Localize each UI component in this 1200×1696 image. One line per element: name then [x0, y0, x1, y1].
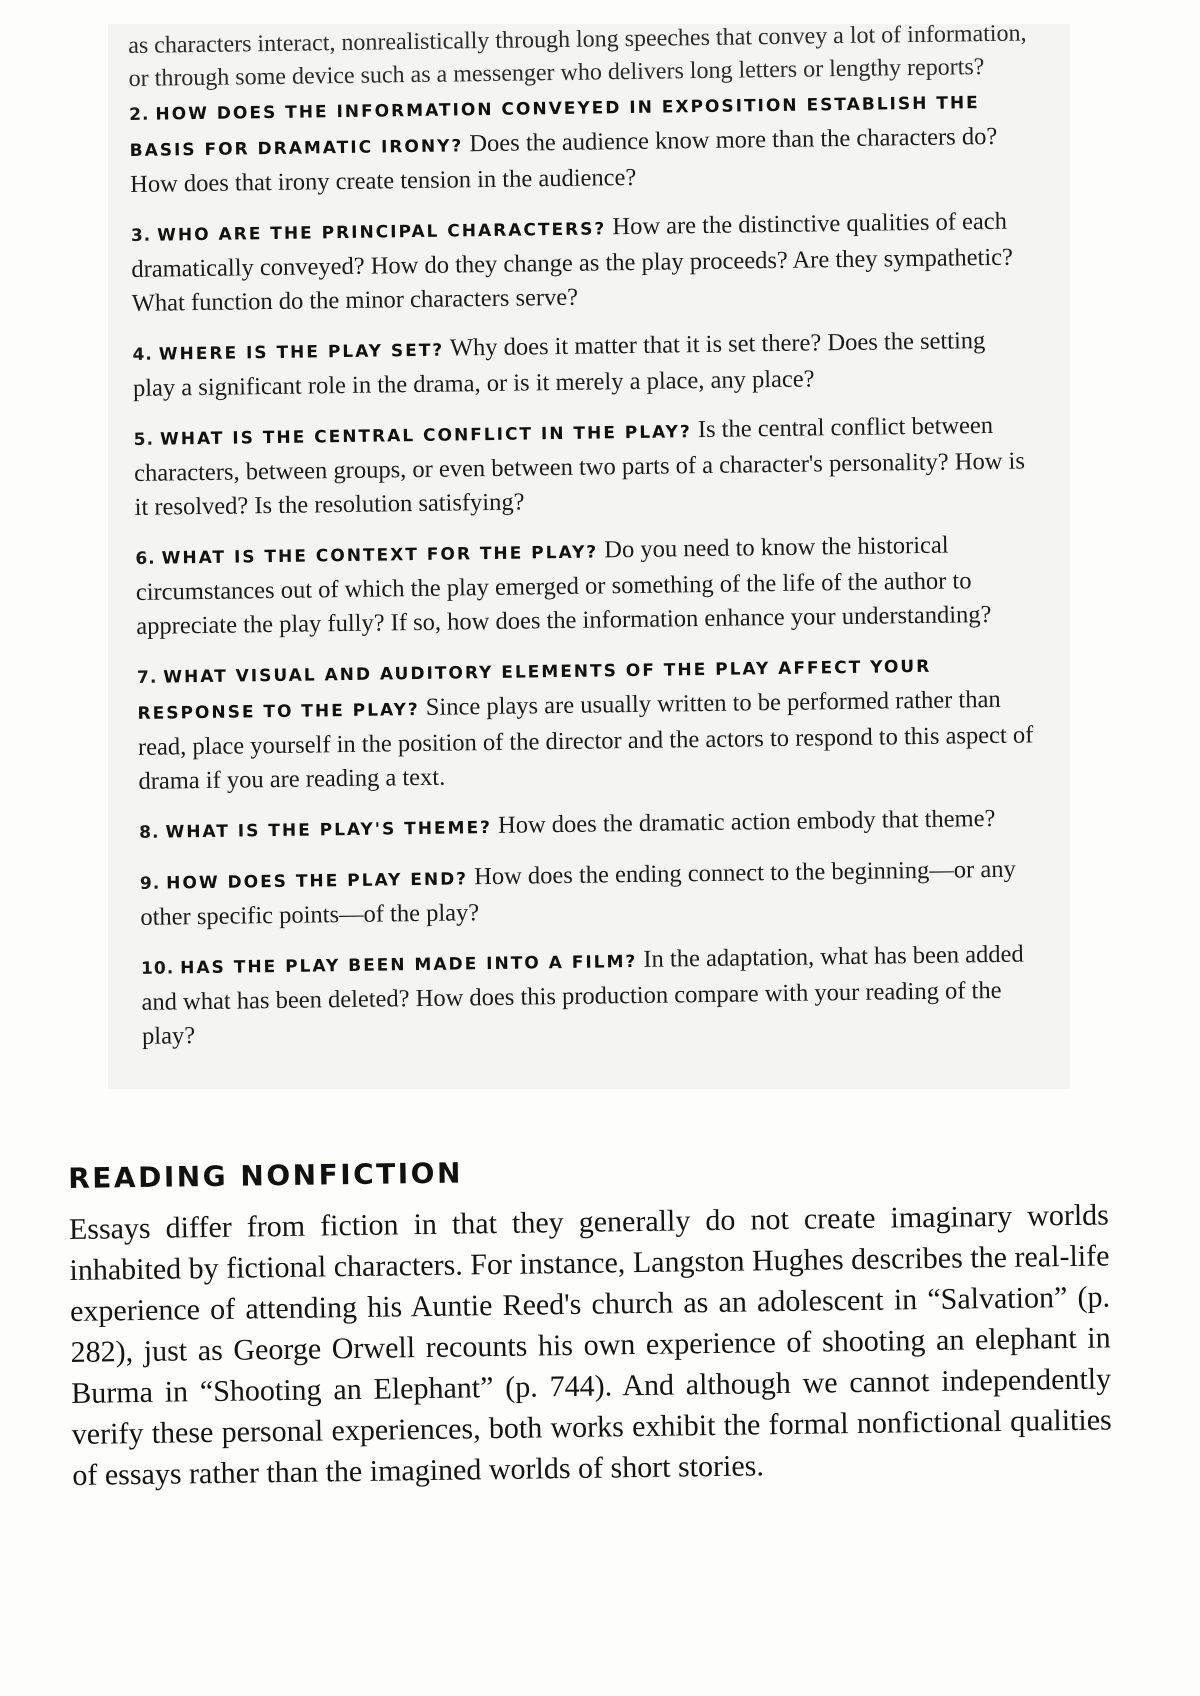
question-number: 9.	[139, 873, 161, 894]
question-heading: WHO ARE THE PRINCIPAL CHARACTERS?	[157, 219, 607, 246]
continued-text-body: as characters interact, nonrealistically through long speeches that convey a lot of information, or through some device such as a messenger who delivers long letters or lengthy reports?	[128, 20, 1027, 92]
question-item	[137, 646, 1039, 799]
question-list	[128, 17, 1042, 1068]
question-item	[131, 204, 1032, 321]
question-body: Since plays are usually written to be performed rather than read, place yourself in the position of the director and the actors to respond to this aspect of drama if you are reading a text.	[137, 685, 1034, 795]
question-number: 5.	[133, 429, 155, 450]
question-item	[141, 937, 1042, 1054]
question-body: How does the ending connect to the beginning—or any other specific points—of the play?	[140, 855, 1016, 931]
question-body: Do you need to know the historical circumstances out of which the play emerged or something of the life of the author to appreciate the play fully? If so, how does the information enhance your understanding?	[135, 531, 992, 640]
question-heading: HOW DOES THE INFORMATION CONVEYED IN EXPOSITION ESTABLISH THE BASIS FOR DRAMATIC IRONY?	[129, 93, 980, 161]
question-number: 6.	[135, 548, 156, 569]
section-paragraph: Essays differ from fiction in that they generally do not create imaginary worlds inhabited by fictional characters. For instance, Langston Hughes describes the real-life experience of attending his Auntie Reed's church as an adolescent in “Salvation” (p. 282), just as George Orwell recounts his own experience of shooting an elephant in Burma in “Shooting an Elephant” (p. 744). And although we cannot independently verify these personal experiences, both works exhibit the formal nonfictional qualities of essays rather than the imagined worlds of short stories.	[68, 1198, 1112, 1492]
question-item	[140, 852, 1041, 935]
question-heading: WHAT IS THE CENTRAL CONFLICT IN THE PLAY?	[159, 422, 692, 450]
question-number: 4.	[132, 344, 153, 365]
continued-text	[128, 17, 1029, 96]
question-heading: WHERE IS THE PLAY SET?	[158, 340, 445, 365]
question-body: In the adaptation, what has been added and what has been deleted? How does this production compare with your reading of the play?	[141, 940, 1024, 1050]
question-item	[132, 323, 1033, 406]
question-number: 8.	[139, 822, 160, 843]
question-body: Does the audience know more than the characters do? How does that irony create tension in the audience?	[129, 122, 998, 198]
question-item	[133, 408, 1034, 525]
reading-nonfiction-section	[68, 1147, 1113, 1495]
question-body: Is the central conflict between characters, between groups, or even between two parts of a character's personality? How is it resolved? Is the resolution satisfying?	[134, 411, 1026, 521]
question-heading: HOW DOES THE PLAY END?	[166, 869, 469, 894]
question-heading: WHAT IS THE CONTEXT FOR THE PLAY?	[161, 542, 599, 569]
section-title: READING NONFICTION	[68, 1156, 464, 1195]
question-body: How are the distinctive qualities of each dramatically conveyed? How do they change as the play proceeds? Are they sympathetic? What function do the minor characters serve?	[131, 207, 1014, 317]
question-number: 3.	[130, 225, 152, 246]
question-heading: WHAT VISUAL AND AUDITORY ELEMENTS OF THE PLAY AFFECT YOUR RESPONSE TO THE PLAY?	[137, 656, 932, 724]
question-number: 7.	[136, 667, 158, 688]
question-body: Why does it matter that it is set there? Does the setting play a significant role in the drama, or is it merely a place, any place?	[132, 327, 986, 402]
question-body: How does the dramatic action embody that theme?	[497, 804, 996, 839]
question-number: 2.	[129, 104, 150, 125]
question-item	[129, 83, 1030, 202]
question-heading: WHAT IS THE PLAY'S THEME?	[165, 817, 493, 843]
question-number: 10.	[140, 958, 175, 979]
question-item	[135, 527, 1036, 644]
question-item	[139, 801, 1039, 850]
question-heading: HAS THE PLAY BEEN MADE INTO A FILM?	[180, 951, 638, 979]
